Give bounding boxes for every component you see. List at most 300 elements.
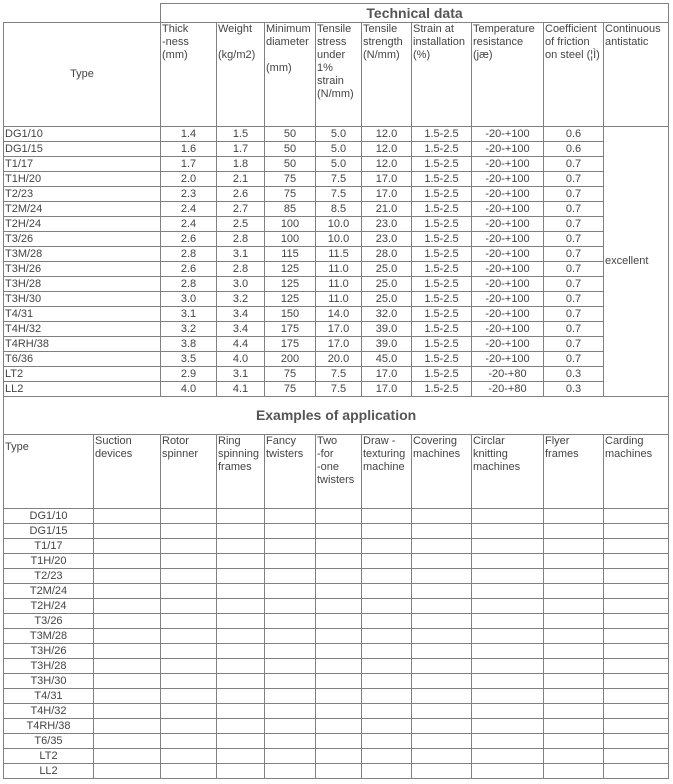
application-cell xyxy=(472,644,544,659)
application-cell xyxy=(412,674,472,689)
value-cell: 3.4 xyxy=(217,322,265,337)
type-cell: T1/17 xyxy=(4,157,161,172)
value-cell: 20.0 xyxy=(316,352,362,367)
application-cell xyxy=(217,659,265,674)
application-cell xyxy=(316,734,362,749)
application-cell xyxy=(472,539,544,554)
application-cell xyxy=(412,704,472,719)
app-type-cell: LL2 xyxy=(4,764,94,779)
application-cell xyxy=(217,674,265,689)
application-row xyxy=(4,689,669,704)
value-cell: 5.0 xyxy=(316,157,362,172)
application-cell xyxy=(265,629,316,644)
value-cell: 175 xyxy=(265,322,316,337)
application-cell xyxy=(265,554,316,569)
type-cell: T1H/20 xyxy=(4,172,161,187)
value-cell: 3.8 xyxy=(161,337,217,352)
value-cell: 0.6 xyxy=(544,127,604,142)
value-cell: 2.6 xyxy=(161,262,217,277)
application-cell xyxy=(265,704,316,719)
application-cell xyxy=(265,584,316,599)
application-cell xyxy=(161,734,217,749)
application-cell xyxy=(161,614,217,629)
application-cell xyxy=(316,764,362,779)
technical-data-table xyxy=(3,3,669,397)
app-type-cell: DG1/15 xyxy=(4,524,94,539)
application-cell xyxy=(265,689,316,704)
application-cell xyxy=(362,569,412,584)
application-cell xyxy=(412,599,472,614)
application-cell xyxy=(217,599,265,614)
application-cell xyxy=(316,629,362,644)
value-cell: 1.5-2.5 xyxy=(412,337,472,352)
value-cell: 0.7 xyxy=(544,232,604,247)
application-cell xyxy=(94,584,161,599)
value-cell: 12.0 xyxy=(362,157,412,172)
application-row xyxy=(4,539,669,554)
value-cell: 0.7 xyxy=(544,157,604,172)
application-cell xyxy=(362,554,412,569)
value-cell: 0.7 xyxy=(544,337,604,352)
application-cell xyxy=(217,524,265,539)
value-cell: -20-+100 xyxy=(472,172,544,187)
application-cell xyxy=(472,749,544,764)
value-cell: 75 xyxy=(265,382,316,397)
value-cell: 1.7 xyxy=(217,142,265,157)
application-cell xyxy=(604,599,669,614)
application-cell xyxy=(544,629,604,644)
value-cell: 200 xyxy=(265,352,316,367)
tech-row xyxy=(4,307,669,322)
application-cell xyxy=(472,719,544,734)
value-cell: 2.3 xyxy=(161,187,217,202)
application-row xyxy=(4,599,669,614)
value-cell: 125 xyxy=(265,262,316,277)
value-cell: -20-+100 xyxy=(472,322,544,337)
tech-column-header: Temperature resistance (jæ) xyxy=(472,23,544,127)
value-cell: -20-+100 xyxy=(472,187,544,202)
application-cell xyxy=(316,539,362,554)
application-cell xyxy=(604,524,669,539)
value-cell: 75 xyxy=(265,172,316,187)
value-cell: 11.0 xyxy=(316,262,362,277)
value-cell: 3.5 xyxy=(161,352,217,367)
application-cell xyxy=(472,509,544,524)
application-cell xyxy=(472,554,544,569)
application-cell xyxy=(265,614,316,629)
tech-column-header: Strain at installation (%) xyxy=(412,23,472,127)
tech-row xyxy=(4,172,669,187)
value-cell: -20-+80 xyxy=(472,367,544,382)
value-cell: 85 xyxy=(265,202,316,217)
application-cell xyxy=(604,704,669,719)
value-cell: 5.0 xyxy=(316,127,362,142)
application-cell xyxy=(544,719,604,734)
tech-column-header: Coefficient of friction on steel (¦Ì) xyxy=(544,23,604,127)
application-row xyxy=(4,629,669,644)
value-cell: 175 xyxy=(265,337,316,352)
application-column-header: Circlar knitting machines xyxy=(472,435,544,509)
application-cell xyxy=(472,704,544,719)
value-cell: 2.8 xyxy=(217,232,265,247)
value-cell: 1.5-2.5 xyxy=(412,382,472,397)
value-cell: 1.5-2.5 xyxy=(412,352,472,367)
application-cell xyxy=(316,584,362,599)
tech-column-header: Continuous antistatic xyxy=(604,23,669,127)
value-cell: 75 xyxy=(265,367,316,382)
application-cell xyxy=(362,704,412,719)
application-cell xyxy=(217,689,265,704)
application-cell xyxy=(217,764,265,779)
value-cell: 150 xyxy=(265,307,316,322)
value-cell: 1.5-2.5 xyxy=(412,292,472,307)
value-cell: 7.5 xyxy=(316,187,362,202)
value-cell: 0.7 xyxy=(544,247,604,262)
application-cell xyxy=(94,569,161,584)
tech-row xyxy=(4,292,669,307)
application-cell xyxy=(544,659,604,674)
application-column-header: Ring spinning frames xyxy=(217,435,265,509)
application-cell xyxy=(94,524,161,539)
tech-column-header: Thick -ness (mm) xyxy=(161,23,217,127)
application-cell xyxy=(362,524,412,539)
value-cell: 0.7 xyxy=(544,352,604,367)
app-type-cell: T1/17 xyxy=(4,539,94,554)
value-cell: 0.7 xyxy=(544,322,604,337)
application-cell xyxy=(362,629,412,644)
application-cell xyxy=(544,764,604,779)
application-cell xyxy=(316,749,362,764)
value-cell: 17.0 xyxy=(362,172,412,187)
application-cell xyxy=(316,689,362,704)
value-cell: 21.0 xyxy=(362,202,412,217)
application-cell xyxy=(362,584,412,599)
application-cell xyxy=(544,689,604,704)
app-type-cell: LT2 xyxy=(4,749,94,764)
tech-column-header: Tensile stress under 1% strain (N/mm) xyxy=(316,23,362,127)
type-cell: T3M/28 xyxy=(4,247,161,262)
application-cell xyxy=(265,539,316,554)
tech-column-header: Tensile strength (N/mm) xyxy=(362,23,412,127)
application-cell xyxy=(362,689,412,704)
app-type-cell: T3H/30 xyxy=(4,674,94,689)
value-cell: 1.5-2.5 xyxy=(412,217,472,232)
tech-row xyxy=(4,247,669,262)
application-cell xyxy=(161,764,217,779)
tech-row xyxy=(4,142,669,157)
application-cell xyxy=(412,569,472,584)
application-cell xyxy=(472,734,544,749)
app-type-cell: T2H/24 xyxy=(4,599,94,614)
value-cell: 2.4 xyxy=(161,217,217,232)
application-cell xyxy=(412,554,472,569)
value-cell: 4.0 xyxy=(161,382,217,397)
value-cell: -20-+100 xyxy=(472,247,544,262)
application-cell xyxy=(217,554,265,569)
application-cell xyxy=(412,734,472,749)
value-cell: 0.6 xyxy=(544,142,604,157)
application-column-header: Suction devices xyxy=(94,435,161,509)
type-cell: T4H/32 xyxy=(4,322,161,337)
application-cell xyxy=(472,764,544,779)
application-cell xyxy=(604,644,669,659)
application-cell xyxy=(544,734,604,749)
application-table xyxy=(3,397,669,779)
application-cell xyxy=(161,644,217,659)
type-cell: DG1/10 xyxy=(4,127,161,142)
application-row xyxy=(4,569,669,584)
value-cell: -20-+100 xyxy=(472,337,544,352)
value-cell: -20-+100 xyxy=(472,232,544,247)
application-cell xyxy=(265,659,316,674)
application-cell xyxy=(316,569,362,584)
application-cell xyxy=(217,704,265,719)
app-type-cell: T4H/32 xyxy=(4,704,94,719)
application-row xyxy=(4,659,669,674)
value-cell: 10.0 xyxy=(316,217,362,232)
application-column-header: Flyer frames xyxy=(544,435,604,509)
application-cell xyxy=(604,554,669,569)
value-cell: 12.0 xyxy=(362,142,412,157)
type-cell: LL2 xyxy=(4,382,161,397)
application-column-header: Covering machines xyxy=(412,435,472,509)
value-cell: 2.5 xyxy=(217,217,265,232)
application-cell xyxy=(316,524,362,539)
application-row xyxy=(4,674,669,689)
application-cell xyxy=(94,644,161,659)
value-cell: 3.2 xyxy=(217,292,265,307)
value-cell: 1.5-2.5 xyxy=(412,232,472,247)
application-cell xyxy=(94,659,161,674)
app-type-cell: T3H/28 xyxy=(4,659,94,674)
type-cell: T3/26 xyxy=(4,232,161,247)
application-cell xyxy=(604,659,669,674)
value-cell: 7.5 xyxy=(316,382,362,397)
value-cell: 2.9 xyxy=(161,367,217,382)
value-cell: -20-+100 xyxy=(472,142,544,157)
value-cell: 2.4 xyxy=(161,202,217,217)
application-cell xyxy=(265,524,316,539)
application-cell xyxy=(544,614,604,629)
type-cell: T3H/26 xyxy=(4,262,161,277)
app-type-cell: T1H/20 xyxy=(4,554,94,569)
application-cell xyxy=(544,749,604,764)
value-cell: 14.0 xyxy=(316,307,362,322)
value-cell: 100 xyxy=(265,217,316,232)
value-cell: 7.5 xyxy=(316,367,362,382)
application-cell xyxy=(604,584,669,599)
app-type-cell: T6/35 xyxy=(4,734,94,749)
application-cell xyxy=(161,539,217,554)
value-cell: 2.8 xyxy=(217,262,265,277)
value-cell: 115 xyxy=(265,247,316,262)
application-cell xyxy=(412,629,472,644)
tech-row xyxy=(4,217,669,232)
application-cell xyxy=(265,599,316,614)
application-cell xyxy=(362,734,412,749)
application-cell xyxy=(161,569,217,584)
value-cell: 2.6 xyxy=(161,232,217,247)
type-cell: T2H/24 xyxy=(4,217,161,232)
application-cell xyxy=(316,644,362,659)
application-row xyxy=(4,734,669,749)
application-cell xyxy=(604,764,669,779)
application-cell xyxy=(412,659,472,674)
application-cell xyxy=(362,539,412,554)
application-cell xyxy=(94,554,161,569)
value-cell: 2.8 xyxy=(161,247,217,262)
application-cell xyxy=(161,749,217,764)
application-cell xyxy=(412,584,472,599)
application-cell xyxy=(94,689,161,704)
value-cell: 17.0 xyxy=(362,382,412,397)
application-cell xyxy=(412,509,472,524)
value-cell: 23.0 xyxy=(362,217,412,232)
application-row xyxy=(4,554,669,569)
application-cell xyxy=(217,719,265,734)
type-cell: T4RH/38 xyxy=(4,337,161,352)
value-cell: 17.0 xyxy=(362,187,412,202)
application-cell xyxy=(161,689,217,704)
application-cell xyxy=(362,674,412,689)
tech-row xyxy=(4,262,669,277)
value-cell: 1.5-2.5 xyxy=(412,247,472,262)
value-cell: 50 xyxy=(265,127,316,142)
value-cell: 1.5-2.5 xyxy=(412,277,472,292)
value-cell: 0.7 xyxy=(544,277,604,292)
value-cell: 1.5-2.5 xyxy=(412,157,472,172)
application-cell xyxy=(217,614,265,629)
value-cell: -20-+100 xyxy=(472,262,544,277)
value-cell: 32.0 xyxy=(362,307,412,322)
value-cell: 0.7 xyxy=(544,217,604,232)
value-cell: 2.7 xyxy=(217,202,265,217)
application-cell xyxy=(472,614,544,629)
application-cell xyxy=(94,764,161,779)
value-cell: -20-+80 xyxy=(472,382,544,397)
application-cell xyxy=(217,509,265,524)
tech-row xyxy=(4,277,669,292)
application-cell xyxy=(316,599,362,614)
app-type-cell: T2M/24 xyxy=(4,584,94,599)
value-cell: -20-+100 xyxy=(472,157,544,172)
application-cell xyxy=(362,659,412,674)
application-cell xyxy=(544,524,604,539)
application-cell xyxy=(544,509,604,524)
value-cell: 25.0 xyxy=(362,277,412,292)
application-cell xyxy=(544,554,604,569)
application-cell xyxy=(472,599,544,614)
app-type-cell: T4RH/38 xyxy=(4,719,94,734)
application-cell xyxy=(265,644,316,659)
application-cell xyxy=(316,659,362,674)
application-cell xyxy=(161,599,217,614)
app-type-cell: DG1/10 xyxy=(4,509,94,524)
app-type-cell: T2/23 xyxy=(4,569,94,584)
type-cell: T3H/30 xyxy=(4,292,161,307)
value-cell: 125 xyxy=(265,292,316,307)
application-cell xyxy=(217,734,265,749)
value-cell: 75 xyxy=(265,187,316,202)
value-cell: 17.0 xyxy=(316,337,362,352)
application-cell xyxy=(316,719,362,734)
tech-column-header: Weight (kg/m2) xyxy=(217,23,265,127)
application-column-header: Fancy twisters xyxy=(265,435,316,509)
application-cell xyxy=(217,749,265,764)
type-cell: LT2 xyxy=(4,367,161,382)
value-cell: 1.5-2.5 xyxy=(412,202,472,217)
value-cell: 17.0 xyxy=(316,322,362,337)
application-cell xyxy=(362,644,412,659)
application-cell xyxy=(544,644,604,659)
application-cell xyxy=(604,734,669,749)
application-column-header: Carding machines xyxy=(604,435,669,509)
value-cell: 12.0 xyxy=(362,127,412,142)
tech-row xyxy=(4,322,669,337)
application-cell xyxy=(94,734,161,749)
type-cell: T3H/28 xyxy=(4,277,161,292)
application-cell xyxy=(316,674,362,689)
application-cell xyxy=(265,569,316,584)
application-cell xyxy=(604,749,669,764)
value-cell: 0.7 xyxy=(544,292,604,307)
value-cell: 1.5-2.5 xyxy=(412,127,472,142)
application-cell xyxy=(604,719,669,734)
tech-row xyxy=(4,337,669,352)
application-cell xyxy=(412,719,472,734)
app-type-cell: T3/26 xyxy=(4,614,94,629)
value-cell: 4.1 xyxy=(217,382,265,397)
value-cell: 11.0 xyxy=(316,277,362,292)
application-row xyxy=(4,509,669,524)
application-cell xyxy=(94,599,161,614)
application-cell xyxy=(265,734,316,749)
application-cell xyxy=(362,764,412,779)
value-cell: 1.7 xyxy=(161,157,217,172)
tech-row xyxy=(4,352,669,367)
value-cell: 4.0 xyxy=(217,352,265,367)
tech-row xyxy=(4,127,669,142)
value-cell: 0.3 xyxy=(544,367,604,382)
application-cell xyxy=(161,674,217,689)
application-cell xyxy=(412,614,472,629)
value-cell: 5.0 xyxy=(316,142,362,157)
application-cell xyxy=(604,614,669,629)
value-cell: 3.1 xyxy=(217,247,265,262)
value-cell: 1.5-2.5 xyxy=(412,142,472,157)
value-cell: 1.5-2.5 xyxy=(412,322,472,337)
type-cell: T2M/24 xyxy=(4,202,161,217)
application-cell xyxy=(265,749,316,764)
application-cell xyxy=(316,704,362,719)
application-cell xyxy=(161,704,217,719)
application-cell xyxy=(412,644,472,659)
value-cell: 0.7 xyxy=(544,307,604,322)
application-cell xyxy=(412,749,472,764)
corner-blank xyxy=(4,4,161,23)
application-column-header: Rotor spinner xyxy=(161,435,217,509)
value-cell: 50 xyxy=(265,157,316,172)
value-cell: 1.4 xyxy=(161,127,217,142)
value-cell: 17.0 xyxy=(362,367,412,382)
value-cell: 1.5-2.5 xyxy=(412,307,472,322)
value-cell: -20-+100 xyxy=(472,277,544,292)
value-cell: 7.5 xyxy=(316,172,362,187)
application-cell xyxy=(472,674,544,689)
value-cell: -20-+100 xyxy=(472,217,544,232)
value-cell: 28.0 xyxy=(362,247,412,262)
application-cell xyxy=(544,674,604,689)
